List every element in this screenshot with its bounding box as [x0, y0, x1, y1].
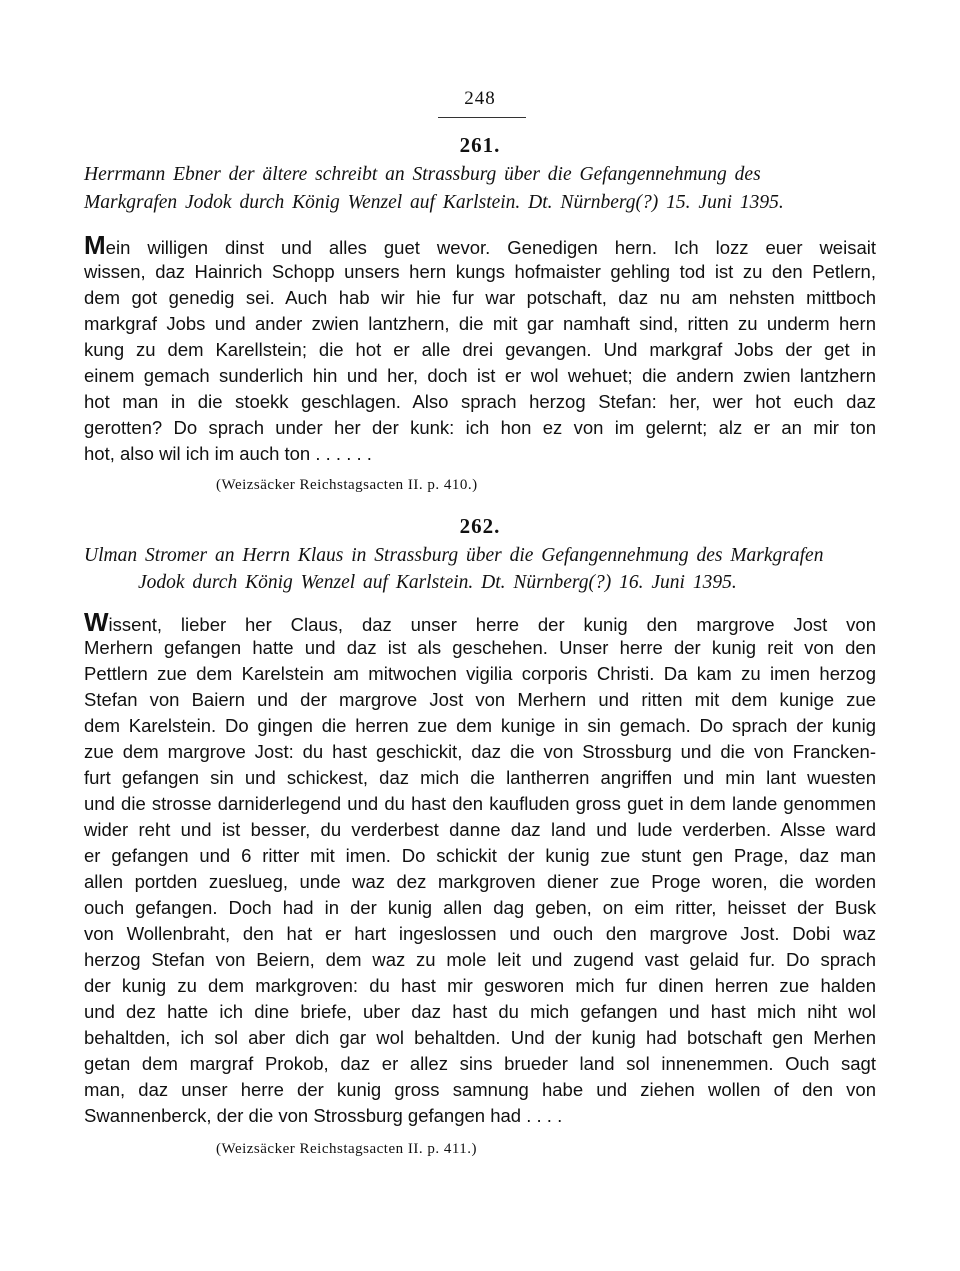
body-line: wider reht und ist besser, du verderbest danne daz land und lude verderben. Alsse ward — [84, 819, 876, 840]
entry-number: 261. — [459, 133, 501, 157]
body-line: gerotten? Do sprach under her der kunk: ich hon ez von im gelernt; alz er an mir ton — [84, 417, 876, 438]
body-line: wissen, daz Hainrich Schopp unsers hern kungs hofmaister gehling tod ist zu den Petlern, — [84, 261, 876, 282]
body-line: furt gefangen sin und schickest, daz mich die lantherren angriffen und min lant wuesten — [84, 767, 876, 788]
entry-heading-line: Markgrafen Jodok durch König Wenzel auf Karlstein. Dt. Nürnberg(?) 15. Juni 1395. — [84, 192, 784, 213]
body-line: der kunig zu dem markgroven: du hast mir gesworen mich fur dinen herren zue halden — [84, 975, 876, 996]
body-line: hot, also wil ich im auch ton . . . . . . — [84, 443, 372, 464]
page-number-rule — [438, 117, 526, 118]
body-line: von Wollenbraht, den hat er hart ingeslossen und ouch den margrove Jost. Dobi waz — [84, 923, 876, 944]
body-line: einem gemach sunderlich hin und her, doch ist er wol wehuet; die andern zwien lantzhern — [84, 365, 876, 386]
body-line: kung zu dem Karellstein; die hot er alle drei gevangen. Und markgraf Jobs der get in — [84, 339, 876, 360]
body-line: Mein willigen dinst und alles guet wevor. Genedigen hern. Ich lozz euer weisait — [84, 230, 876, 260]
body-line: man, daz unser herre der kunig gross samnung habe und ziehen wollen of den von — [84, 1079, 876, 1100]
body-line: er gefangen und 6 ritter mit imen. Do schickit der kunig zue stunt gen Prage, daz man — [84, 845, 876, 866]
body-line: markgraf Jobs und ander zwien lantzhern, die mit gar namhaft sind, ritten zu underm hern — [84, 313, 876, 334]
body-line: und die strosse darniderlegend und du hast den kaufluden gross guet in dem lande genommen — [84, 793, 876, 814]
body-line: herzog Stefan von Beiern, dem waz zu mole leit und zugend vast gelaid fur. Do sprach — [84, 949, 876, 970]
drop-cap: W — [84, 607, 109, 637]
body-line: hot man in die stoekk geschlagen. Also sprach herzog Stefan: her, wer hot euch daz — [84, 391, 876, 412]
entry-heading-line: Ulman Stromer an Herrn Klaus in Strassburg über die Gefangennehmung des Markgrafen — [84, 545, 824, 566]
body-line: Swannenberck, der die von Strossburg gefangen had . . . . — [84, 1105, 563, 1126]
drop-cap: M — [84, 230, 106, 260]
body-line: getan dem margraf Prokob, daz er allez sins brueder land sol innenemmen. Ouch sagt — [84, 1053, 876, 1074]
body-line: ouch gefangen. Doch had in der kunig allen dag geben, on eim ritter, heisset der Busk — [84, 897, 876, 918]
entry-number: 262. — [459, 514, 501, 538]
body-line: dem got genedig sei. Auch hab wir hie fur war potschaft, daz nu am nehsten mittboch — [84, 287, 876, 308]
entry-heading-line: Herrmann Ebner der ältere schreibt an Strassburg über die Gefangennehmung des — [84, 164, 761, 185]
page-number: 248 — [464, 88, 496, 109]
body-line: zue dem margrove Jost: du hast geschickit, daz die von Strossburg und die von Francken- — [84, 741, 876, 762]
body-line: allen portden zueslueg, unde waz dez markgroven diener zue Proge woren, die worden — [84, 871, 876, 892]
entry-heading-line: Jodok durch König Wenzel auf Karlstein. Dt. Nürnberg(?) 16. Juni 1395. — [138, 572, 737, 593]
body-line: Pettlern zue dem Karelstein am mitwochen vigilia corporis Christi. Da kam zu imen herzog — [84, 663, 876, 684]
body-line: Merhern gefangen hatte und daz ist als geschehen. Unser herre der kunig reit von den — [84, 637, 876, 658]
body-line: Wissent, lieber her Claus, daz unser herre der kunig den margrove Jost von — [84, 607, 876, 637]
source-citation: (Weizsäcker Reichstagsacten II. p. 411.) — [216, 1141, 478, 1157]
source-citation: (Weizsäcker Reichstagsacten II. p. 410.) — [216, 477, 478, 493]
body-line: dem Karelstein. Do gingen die herren zue dem kunige in sin gemach. Do sprach der kunig — [84, 715, 876, 736]
body-line: Stefan von Baiern und der margrove Jost von Merhern und ritten mit dem kunige zue — [84, 689, 876, 710]
body-line: und dez hatte ich dine briefe, uber daz hast du mich gefangen und hast mich niht wol — [84, 1001, 876, 1022]
body-line: behaltden, ich sol aber dich gar wol behaltden. Und der kunig had botschaft gen Merhen — [84, 1027, 876, 1048]
